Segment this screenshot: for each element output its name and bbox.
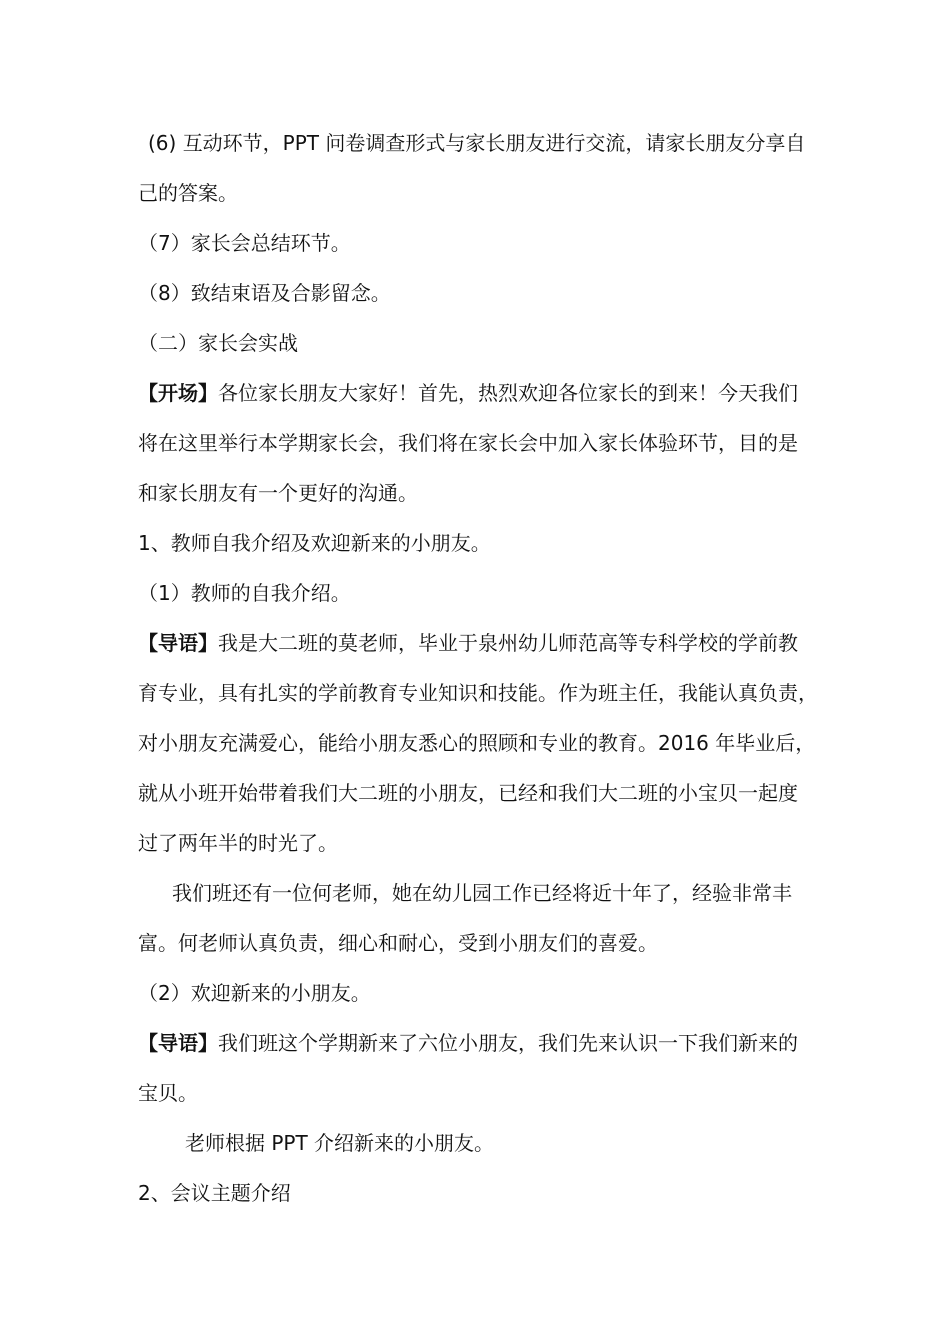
paragraph-line <box>148 128 838 158</box>
text: 富。何老师认真负责，细心和耐心，受到小朋友们的喜爱。 <box>138 931 658 955</box>
section-heading <box>138 528 828 558</box>
list-item <box>138 578 828 608</box>
list-item <box>138 978 828 1008</box>
paragraph-line <box>138 628 828 658</box>
text: 对小朋友充满爱心，能给小朋友悉心的照顾和专业的教育。2016 年毕业后， <box>138 731 816 755</box>
paragraph-line <box>185 1128 875 1158</box>
text: 1、教师自我介绍及欢迎新来的小朋友。 <box>138 531 491 555</box>
text: （1）教师的自我介绍。 <box>138 581 351 605</box>
paragraph-line <box>138 928 828 958</box>
section-heading <box>138 328 828 358</box>
text: 育专业，具有扎实的学前教育专业知识和技能。作为班主任，我能认真负责， <box>138 681 818 705</box>
opening-label: 【开场】 <box>138 381 218 405</box>
text: (6) 互动环节，PPT 问卷调查形式与家长朋友进行交流，请家长朋友分享自 <box>148 131 806 155</box>
paragraph-line <box>138 1078 828 1108</box>
text: 我是大二班的莫老师，毕业于泉州幼儿师范高等专科学校的学前教 <box>218 631 798 655</box>
paragraph-line <box>138 778 828 808</box>
paragraph-line <box>172 878 862 908</box>
text: 将在这里举行本学期家长会，我们将在家长会中加入家长体验环节，目的是 <box>138 431 798 455</box>
text: 各位家长朋友大家好！首先，热烈欢迎各位家长的到来！今天我们 <box>218 381 798 405</box>
paragraph-line <box>138 178 828 208</box>
paragraph-line <box>138 828 828 858</box>
text: 我们班这个学期新来了六位小朋友，我们先来认识一下我们新来的 <box>218 1031 798 1055</box>
text: 和家长朋友有一个更好的沟通。 <box>138 481 418 505</box>
paragraph-line <box>138 728 828 758</box>
text: （8）致结束语及合影留念。 <box>138 281 391 305</box>
text: （二）家长会实战 <box>138 331 298 355</box>
paragraph-line <box>138 678 828 708</box>
list-item <box>138 228 828 258</box>
paragraph-line <box>138 378 828 408</box>
paragraph-line <box>138 478 828 508</box>
section-heading <box>138 1178 828 1208</box>
text: 过了两年半的时光了。 <box>138 831 338 855</box>
list-item <box>138 278 828 308</box>
text: 老师根据 PPT 介绍新来的小朋友。 <box>185 1131 495 1155</box>
text: （7）家长会总结环节。 <box>138 231 351 255</box>
text: 2、会议主题介绍 <box>138 1181 291 1205</box>
text: 就从小班开始带着我们大二班的小朋友，已经和我们大二班的小宝贝一起度 <box>138 781 798 805</box>
intro-label: 【导语】 <box>138 631 218 655</box>
text: （2）欢迎新来的小朋友。 <box>138 981 371 1005</box>
intro-label: 【导语】 <box>138 1031 218 1055</box>
text: 宝贝。 <box>138 1081 198 1105</box>
text: 我们班还有一位何老师，她在幼儿园工作已经将近十年了，经验非常丰 <box>172 881 792 905</box>
text: 己的答案。 <box>138 181 238 205</box>
paragraph-line <box>138 428 828 458</box>
paragraph-line <box>138 1028 828 1058</box>
